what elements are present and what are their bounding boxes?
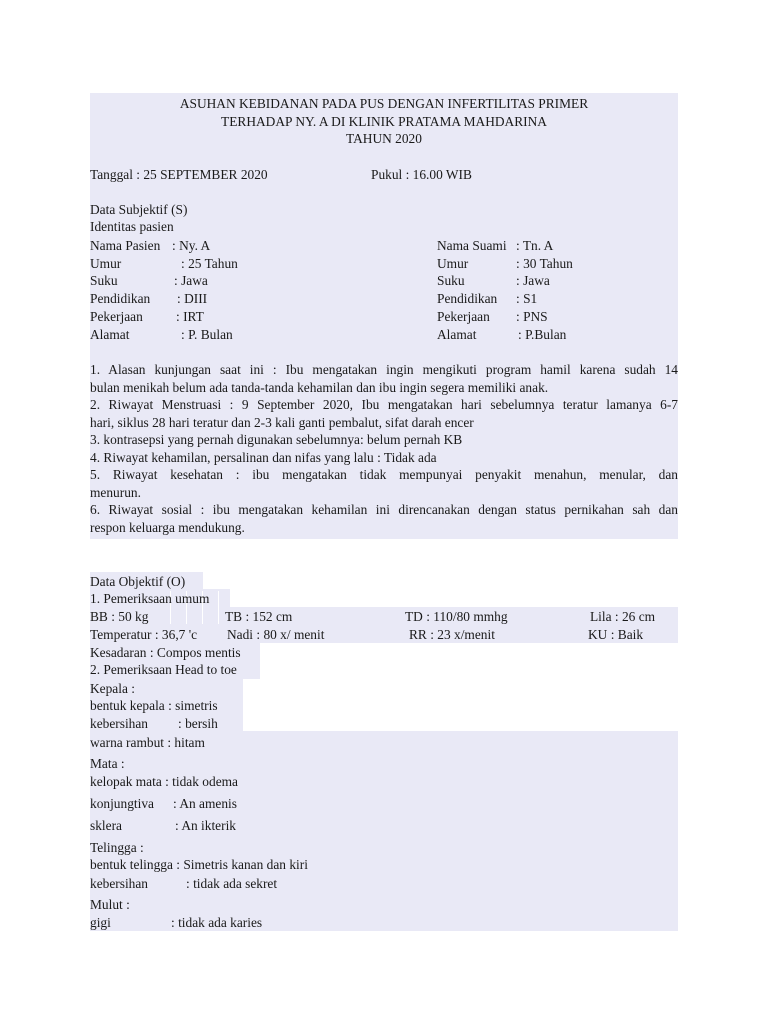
sklera-label: sklera — [90, 818, 122, 833]
bb: BB : 50 kg — [90, 609, 149, 624]
tanggal: Tanggal : 25 SEPTEMBER 2020 — [90, 167, 268, 182]
suami-value: : PNS — [516, 309, 548, 324]
item-2-line-1: 2. Riwayat Menstruasi : 9 September 2020, Ibu mengatakan hari sebelumnya teratur lamanya 6-7 — [90, 397, 678, 412]
title-line-2: TERHADAP NY. A DI KLINIK PRATAMA MAHDARINA — [221, 113, 547, 129]
item-1-line-2: bulan menikah belum ada tanda-tanda kehamilan dan ibu ingin segera memiliki anak. — [90, 379, 549, 395]
kebersihan-telinga-label: kebersihan — [90, 876, 149, 891]
pasien-value: : P. Bulan — [181, 327, 233, 342]
pasien-value: : Jawa — [174, 273, 208, 288]
item-4: 4. Riwayat kehamilan, persalinan dan nifas yang lalu : Tidak ada — [90, 449, 437, 465]
item-1-line-1: 1. Alasan kunjungan saat ini : Ibu mengatakan ingin mengikuti program hamil karena sudah 14 — [90, 362, 678, 377]
mata: Mata : — [90, 756, 125, 771]
telingga: Telingga : — [90, 840, 144, 855]
konjungtiva-value: : An amenis — [173, 796, 237, 811]
item-2-line-2: hari, siklus 28 hari teratur dan 2-3 kali ganti pembalut, sifat darah encer — [90, 414, 474, 430]
subjektif-items — [90, 361, 678, 536]
suami-label: Nama Suami — [437, 238, 507, 253]
item-6-line-1: 6. Riwayat sosial : ibu mengatakan kehamilan ini direncanakan dengan status pernikahan sah dan — [90, 502, 678, 517]
kepala: Kepala : — [90, 681, 135, 696]
konjungtiva-label: konjungtiva — [90, 796, 154, 811]
suami-value: : Jawa — [516, 273, 550, 288]
kelopak-mata: kelopak mata : tidak odema — [90, 774, 238, 789]
bentuk-kepala: bentuk kepala : simetris — [90, 698, 218, 713]
pasien-label: Nama Pasien — [90, 238, 161, 253]
tb: TB : 152 cm — [225, 609, 293, 624]
suami-label: Alamat — [437, 327, 477, 342]
heading-subjektif: Data Subjektif (S) — [90, 202, 188, 217]
temperatur: Temperatur : 36,7 'c — [90, 627, 198, 642]
pasien-label: Suku — [90, 273, 118, 288]
title-line-1: ASUHAN KEBIDANAN PADA PUS DENGAN INFERTILITAS PRIMER — [179, 96, 589, 111]
item-5-line-2: menurun. — [90, 484, 141, 500]
pasien-value: : IRT — [176, 309, 204, 324]
pasien-value: : DIII — [177, 291, 208, 306]
pasien-value: : 25 Tahun — [181, 256, 238, 271]
bentuk-telingga: bentuk telingga : Simetris kanan dan kiri — [90, 857, 308, 872]
suami-value: : P.Bulan — [518, 327, 567, 342]
cell-separator — [218, 591, 219, 624]
suami-label: Umur — [437, 256, 469, 271]
pasien-value: : Ny. A — [172, 238, 211, 253]
pasien-label: Pendidikan — [90, 291, 151, 306]
suami-label: Suku — [437, 273, 465, 288]
pemeriksaan-umum: 1. Pemeriksaan umum — [90, 591, 210, 606]
ku: KU : Baik — [588, 627, 644, 642]
pasien-label: Pekerjaan — [90, 309, 143, 324]
title-line-3: TAHUN 2020 — [346, 131, 422, 146]
kebersihan-value: : bersih — [178, 716, 218, 731]
suami-value: : Tn. A — [516, 238, 554, 253]
pasien-label: Umur — [90, 256, 122, 271]
identitas-pasien: Identitas pasien — [90, 219, 174, 234]
head-to-toe: 2. Pemeriksaan Head to toe — [90, 662, 237, 677]
sklera-value: : An ikterik — [175, 818, 236, 833]
kebersihan-label: kebersihan — [90, 716, 149, 731]
kesadaran: Kesadaran : Compos mentis — [90, 645, 241, 660]
rr: RR : 23 x/menit — [409, 627, 495, 642]
suami-value: : 30 Tahun — [516, 256, 573, 271]
nadi: Nadi : 80 x/ menit — [227, 627, 325, 642]
warna-rambut: warna rambut : hitam — [90, 735, 205, 750]
suami-value: : S1 — [516, 291, 538, 306]
gigi-label: gigi — [90, 915, 111, 930]
document-title — [90, 95, 678, 148]
pasien-label: Alamat — [90, 327, 130, 342]
item-3: 3. kontrasepsi yang pernah digunakan sebelumnya: belum pernah KB — [90, 432, 463, 447]
gigi-value: : tidak ada karies — [171, 915, 263, 930]
kebersihan-telinga-value: : tidak ada sekret — [186, 876, 278, 891]
item-5-line-1: 5. Riwayat kesehatan : ibu mengatakan tidak mempunyai penyakit menahun, menular, dan — [90, 467, 678, 482]
suami-label: Pendidikan — [437, 291, 498, 306]
lila: Lila : 26 cm — [590, 609, 656, 624]
mulut: Mulut : — [90, 897, 130, 912]
td: TD : 110/80 mmhg — [405, 609, 508, 624]
item-6-line-2: respon keluarga mendukung. — [90, 519, 245, 535]
pukul: Pukul : 16.00 WIB — [371, 167, 472, 182]
heading-objektif: Data Objektif (O) — [90, 574, 186, 589]
suami-label: Pekerjaan — [437, 309, 490, 324]
